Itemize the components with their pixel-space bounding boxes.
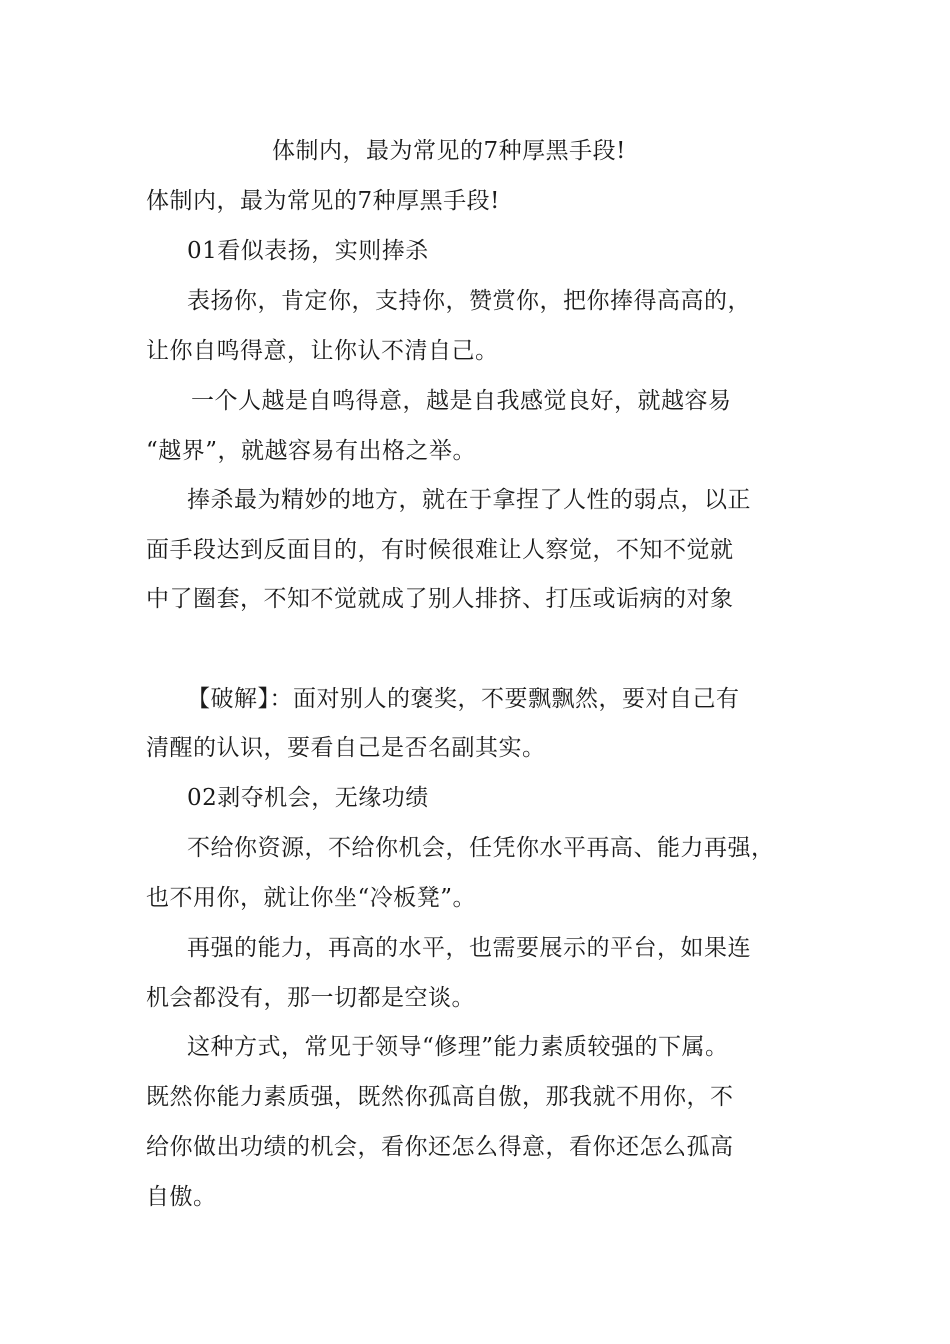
body-line: 也不用你，就让你坐“冷板凳”。 [146, 885, 477, 911]
body-line: 这种方式，常见于领导“修理”能力素质较强的下属。 [187, 1034, 729, 1060]
body-line: 给你做出功绩的机会，看你还怎么得意，看你还怎么孤高 [146, 1134, 734, 1160]
body-line: “越界”，就越容易有出格之举。 [146, 438, 477, 464]
body-line: 表扬你，肯定你，支持你，赞赏你，把你捧得高高的， [187, 288, 751, 314]
section-heading: 01看似表扬，实则捧杀 [187, 238, 429, 264]
body-line: 再强的能力，再高的水平，也需要展示的平台，如果连 [187, 935, 751, 961]
body-line: 中了圈套，不知不觉就成了别人排挤、打压或诟病的对象 [146, 586, 734, 612]
body-line: 让你自鸣得意，让你认不清自己。 [146, 338, 499, 364]
section-heading: 02剥夺机会，无缘功绩 [187, 785, 429, 811]
body-line: 不给你资源，不给你机会，任凭你水平再高、能力再强， [187, 835, 775, 861]
body-line: 清醒的认识，要看自己是否名副其实。 [146, 735, 546, 761]
document-title: 体制内，最为常见的7种厚黑手段! [272, 138, 626, 164]
body-line: 自傲。 [146, 1184, 217, 1210]
body-line: 既然你能力素质强，既然你孤高自傲，那我就不用你，不 [146, 1084, 734, 1110]
body-line: 体制内，最为常见的7种厚黑手段! [146, 188, 500, 214]
body-line: 面手段达到反面目的，有时候很难让人察觉，不知不觉就 [146, 537, 734, 563]
body-line: 【破解】：面对别人的褒奖，不要飘飘然，要对自己有 [187, 686, 740, 712]
body-line: 捧杀最为精妙的地方，就在于拿捏了人性的弱点，以正 [187, 487, 751, 513]
body-line: 一个人越是自鸣得意，越是自我感觉良好，就越容易 [191, 388, 732, 414]
body-line: 机会都没有，那一切都是空谈。 [146, 985, 475, 1011]
